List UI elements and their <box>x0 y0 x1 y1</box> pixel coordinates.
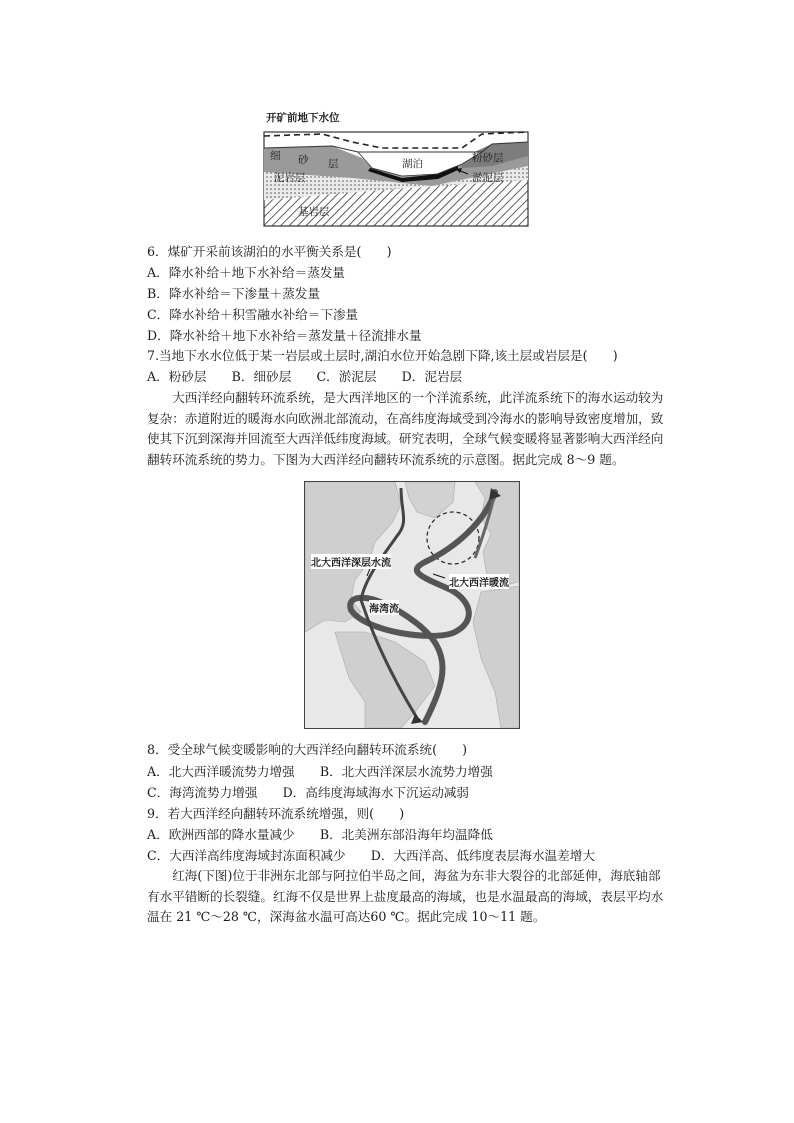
q9-stem: 9．若大西洋经向翻转环流系统增强，则( ) <box>147 806 405 821</box>
q6-option-a: A．降水补给＋地下水补给＝蒸发量 <box>147 265 346 280</box>
fine-sand-label-3: 层 <box>328 158 339 170</box>
q7-stem: 7.当地下水水位低于某一岩层或土层时,湖泊水位开始急剧下降,该土层或岩层是( ) <box>147 348 618 363</box>
deep-water-flow-label: 北大西洋深层水流 <box>311 554 391 569</box>
atlantic-circulation-map <box>304 481 520 729</box>
bedrock-label: 基岩层 <box>298 206 330 218</box>
passage-red-sea <box>147 866 667 928</box>
q6-option-d: D．降水补给＋地下水补给＝蒸发量＋径流排水量 <box>147 328 422 343</box>
q6-option-c: C．降水补给＋积雪融水补给＝下渗量 <box>147 307 359 322</box>
lake-label: 湖泊 <box>402 158 423 170</box>
passage-amoc <box>147 388 667 470</box>
q7-options: A．粉砂层 B．细砂层 C．淤泥层 D．泥岩层 <box>147 369 463 384</box>
passage-red-sea-text: 红海(下图)位于非洲东北部与阿拉伯半岛之间，海盆为东非大裂谷的北部延伸，海底轴部有水平错断的长裂缝。红海不仅是世界上盐度最高的海域，也是水温最高的海域，表层平均水温在 21 ℃～28 ℃，深海盆水温可高达60 ℃。据此完成 10～11 题。 <box>147 868 664 924</box>
circulation-map-diagram <box>305 482 519 728</box>
gulf-stream-label: 海湾流 <box>369 600 399 615</box>
groundwater-level-label: 开矿前地下水位 <box>266 112 340 124</box>
lake-cross-section-figure <box>262 108 530 228</box>
q9-options-ab: A．欧洲西部的降水量减少 B．北美洲东部沿海年均温降低 <box>147 827 493 842</box>
fine-sand-label-1: 细 <box>270 150 281 162</box>
north-atlantic-drift-label: 北大西洋暖流 <box>449 574 509 589</box>
mudstone-label: 泥岩层 <box>274 172 306 184</box>
q6-option-b: B．降水补给＝下渗量＋蒸发量 <box>147 286 320 301</box>
q8-stem: 8．受全球气候变暖影响的大西洋经向翻转环流系统( ) <box>147 742 468 757</box>
q8-options-ab: A．北大西洋暖流势力增强 B．北大西洋深层水流势力增强 <box>147 764 493 779</box>
passage-amoc-text: 大西洋经向翻转环流系统，是大西洋地区的一个洋流系统，此洋流系统下的海水运动较为复杂：赤道附近的暖海水向欧洲北部流动，在高纬度海域受到冷海水的影响导致密度增加，致使其下沉到深海并回流至大西洋低纬度海域。研究表明，全球气候变暖将显著影响大西洋经向翻转环流系统的势力。下图为大西洋经向翻转环流系统的示意图。据此完成 8～9 题。 <box>147 390 664 467</box>
silt-label: 粉砂层 <box>472 152 504 164</box>
sludge-label: 淤泥层 <box>472 172 504 184</box>
q9-options-cd: C．大西洋高纬度海域封冻面积减少 D．大西洋高、低纬度表层海水温差增大 <box>147 848 595 863</box>
fine-sand-label-2: 砂 <box>298 154 309 166</box>
q6-stem: 6．煤矿开采前该湖泊的水平衡关系是( ) <box>147 244 392 259</box>
q8-options-cd: C．海湾流势力增强 D．高纬度海域海水下沉运动减弱 <box>147 785 469 800</box>
